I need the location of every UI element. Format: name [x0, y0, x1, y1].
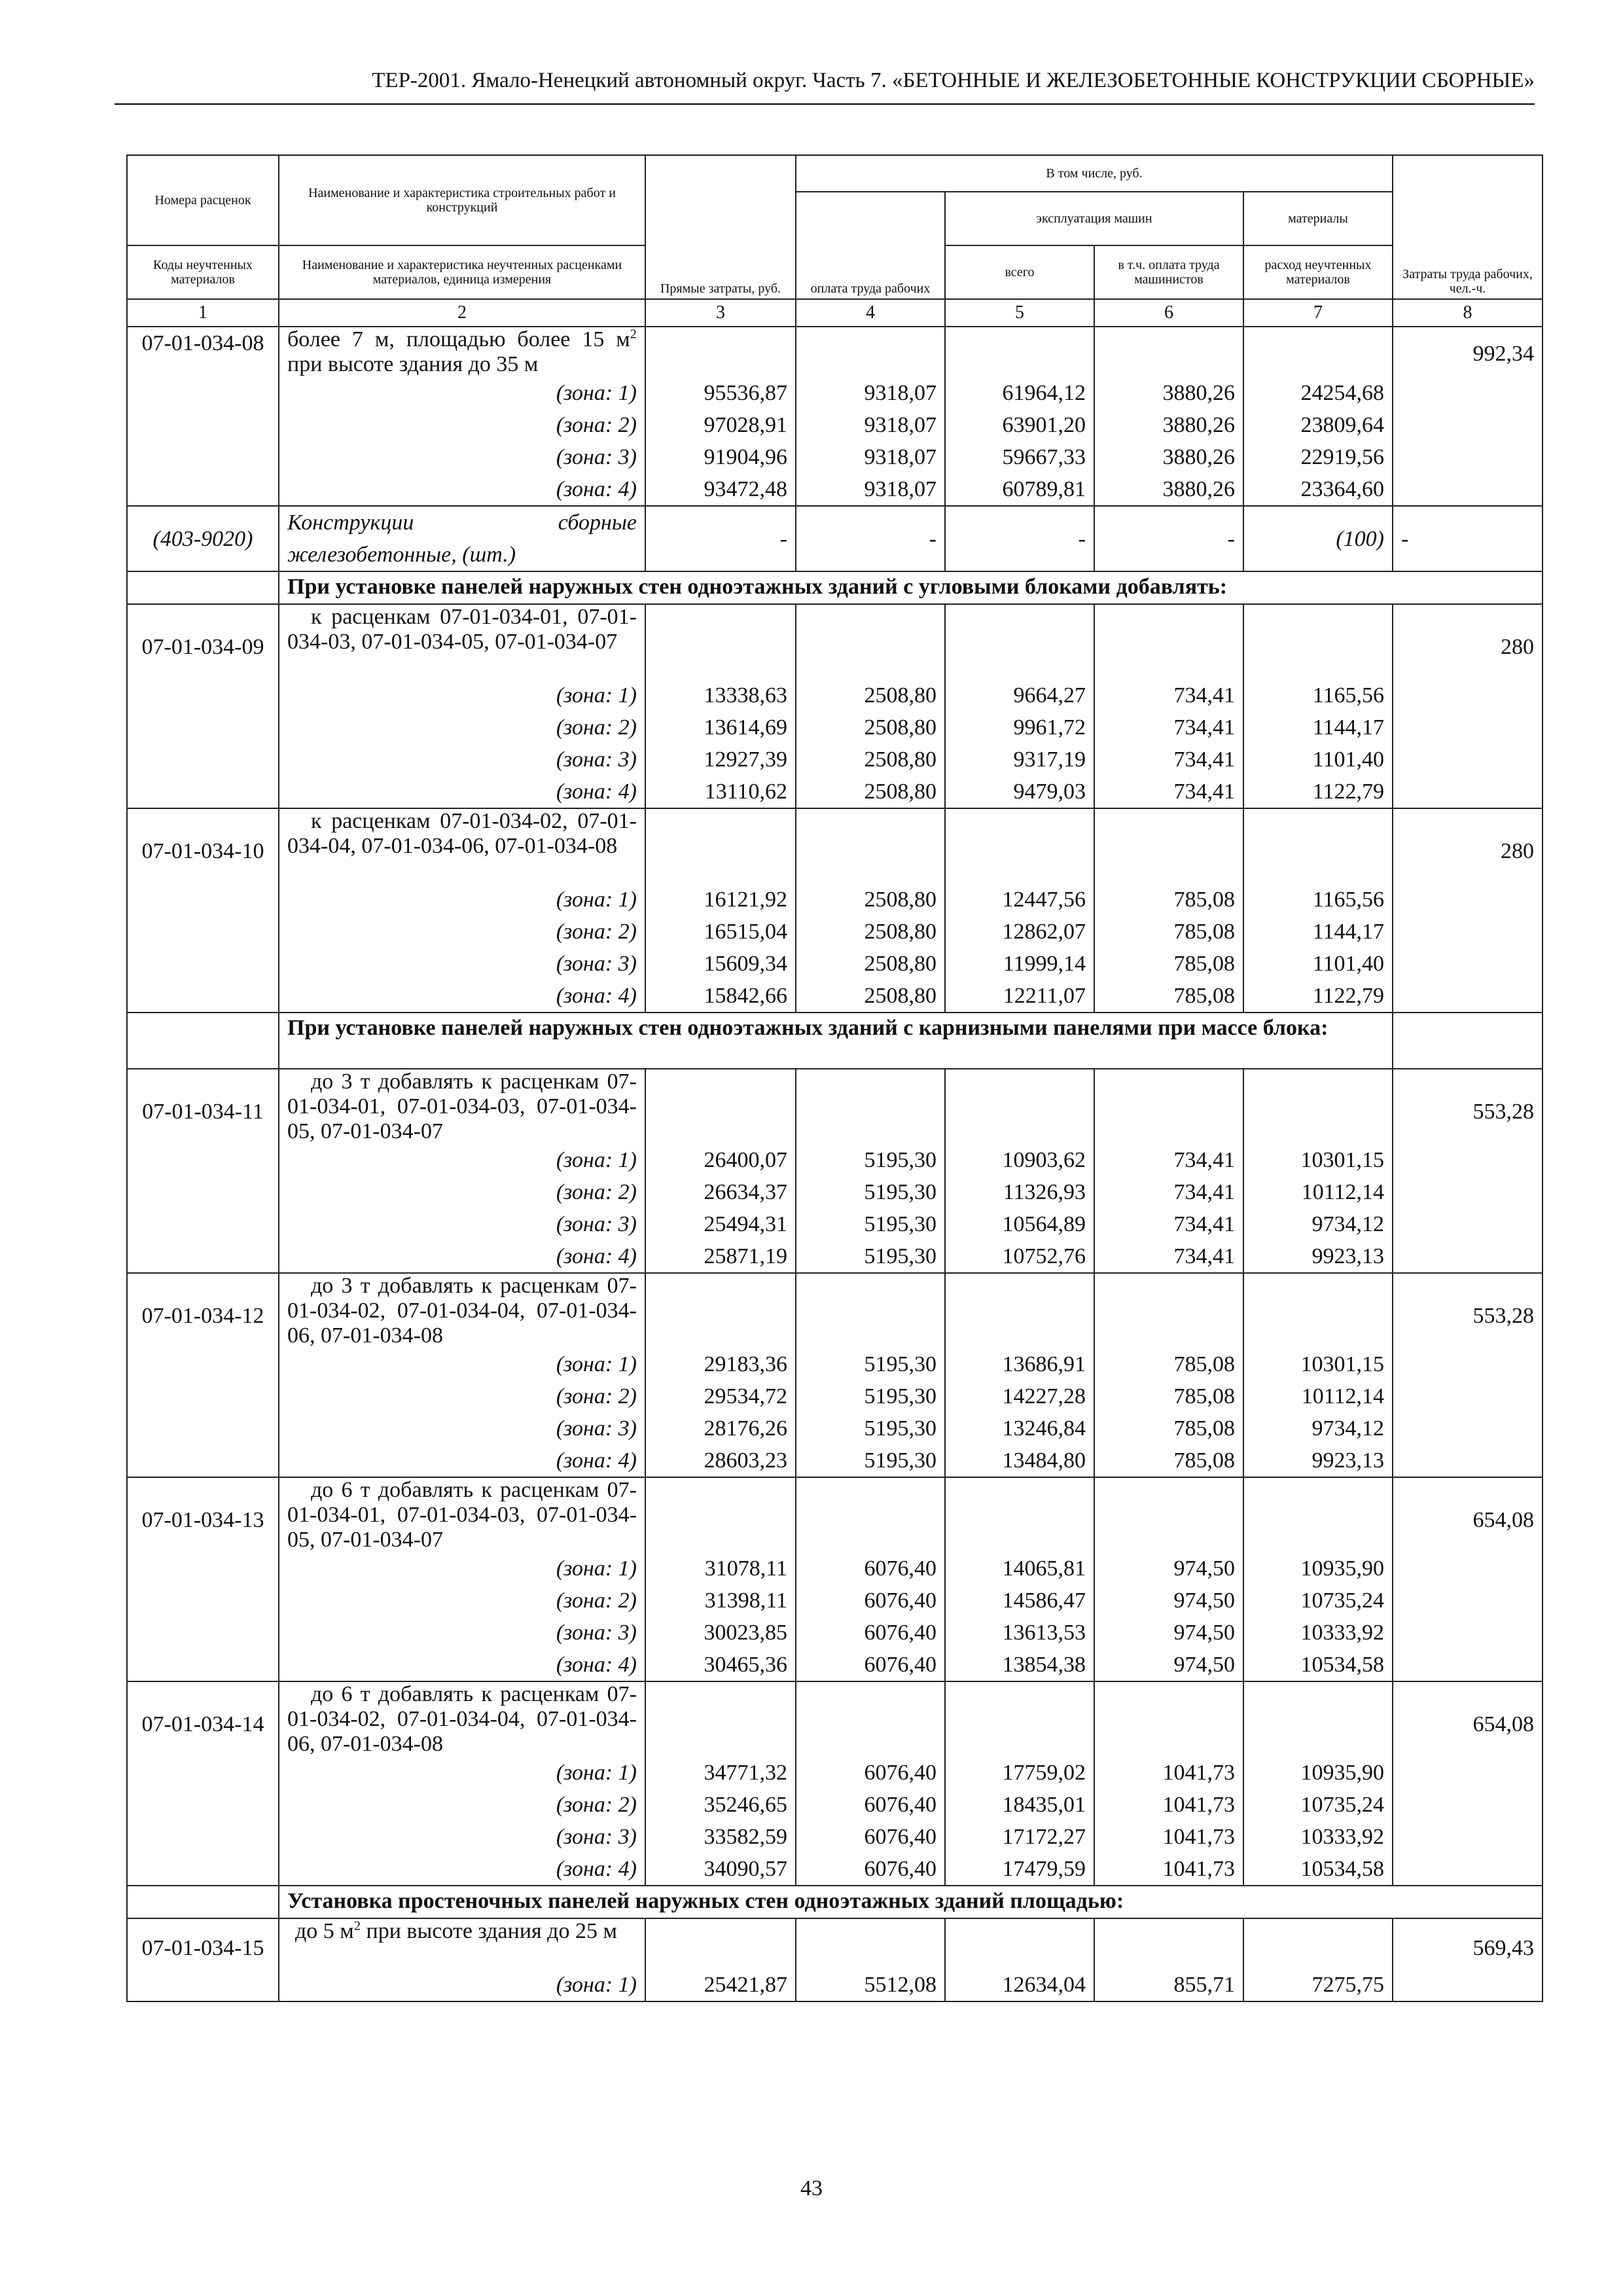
cost-value: 13614,69 — [704, 715, 787, 740]
cost-value: 10735,24 — [1300, 1588, 1384, 1613]
cost-value: 1041,73 — [1162, 1825, 1235, 1849]
cost-value: 13854,38 — [1002, 1653, 1086, 1677]
zone-label: (зона: 3) — [556, 952, 637, 976]
cost-value: 34090,57 — [704, 1857, 787, 1881]
cost-value: 1122,79 — [1312, 984, 1384, 1008]
cost-value: 6076,40 — [864, 1556, 936, 1581]
cost-value: 9734,12 — [1311, 1416, 1384, 1441]
cost-value: 18435,01 — [1002, 1793, 1086, 1817]
cost-value: 10564,89 — [1002, 1212, 1086, 1236]
cost-value: 17172,27 — [1002, 1825, 1086, 1849]
cost-value: 785,08 — [1173, 1352, 1235, 1376]
zone-label: (зона: 1) — [556, 1148, 637, 1172]
cost-value: 25871,19 — [704, 1244, 787, 1268]
material-row: (403-9020) Конструкции сборные железобетонные, (шт.) - - - - (100) - — [127, 506, 1543, 571]
table-row — [127, 1069, 1543, 1273]
cost-value: 10935,90 — [1300, 1556, 1384, 1581]
cost-value: 3880,26 — [1162, 477, 1235, 501]
cost-value: 12634,04 — [1002, 1973, 1086, 1997]
cost-value: 15842,66 — [704, 984, 787, 1008]
zone-label: (зона: 1) — [556, 1973, 637, 1997]
colnum: 8 — [1393, 299, 1543, 327]
rate-code: 07-01-034-09 — [127, 604, 279, 808]
cost-value: 26400,07 — [704, 1148, 787, 1172]
rates-table — [126, 154, 1543, 2002]
cost-value: 23364,60 — [1300, 477, 1384, 501]
cost-value: 31398,11 — [704, 1588, 787, 1613]
cost-value: 5512,08 — [864, 1973, 936, 1997]
zone-label: (зона: 2) — [556, 1588, 637, 1613]
rate-description: к расценкам 07-01-034-02, 07-01-034-04, 07-01-034-06, 07-01-034-08 — [287, 809, 637, 858]
colnum: 4 — [796, 299, 945, 327]
labor-value: 654,08 — [1393, 1477, 1543, 1681]
zone-label: (зона: 3) — [556, 1621, 637, 1645]
cost-value: 10301,15 — [1300, 1148, 1384, 1172]
cost-value: 2508,80 — [864, 984, 936, 1008]
cost-value: 6076,40 — [864, 1857, 936, 1881]
cost-value: 31078,11 — [704, 1556, 787, 1581]
cost-value: 9318,07 — [864, 413, 936, 437]
cost-value: 6076,40 — [864, 1621, 936, 1645]
cost-value: 5195,30 — [864, 1384, 936, 1408]
cost-value: 785,08 — [1173, 1448, 1235, 1473]
cost-value: 734,41 — [1173, 1244, 1235, 1268]
cost-value: 974,50 — [1173, 1621, 1235, 1645]
cost-value: 10534,58 — [1300, 1857, 1384, 1881]
cost-value: 14227,28 — [1002, 1384, 1086, 1408]
th-machines: эксплуатация машин — [945, 192, 1243, 245]
cost-value: 734,41 — [1173, 1180, 1235, 1204]
cost-value: 6076,40 — [864, 1761, 936, 1785]
cost-value: 734,41 — [1173, 1212, 1235, 1236]
cost-value: 23809,64 — [1300, 413, 1384, 437]
zone-label: (зона: 1) — [556, 1761, 637, 1785]
cost-value: 12927,39 — [704, 747, 787, 772]
rate-description: более 7 м, площадью более 15 $м^2$ при высоте здания до 35 м — [287, 327, 637, 376]
cost-value: 91904,96 — [704, 445, 787, 469]
cost-value: 35246,65 — [704, 1793, 787, 1817]
section-heading: При установке панелей наружных стен одноэтажных зданий с угловыми блоками добавлять: — [279, 571, 1543, 604]
cost-value: 2508,80 — [864, 780, 936, 804]
cost-value: 30023,85 — [704, 1621, 787, 1645]
cost-value: 2508,80 — [864, 888, 936, 912]
cost-value: 1041,73 — [1162, 1857, 1235, 1881]
cost-value: 5195,30 — [864, 1212, 936, 1236]
cost-value: 15609,34 — [704, 952, 787, 976]
table-row — [127, 1477, 1543, 1681]
section-heading: Установка простеночных панелей наружных стен одноэтажных зданий площадью: — [279, 1886, 1543, 1918]
cost-value: 1101,40 — [1312, 952, 1384, 976]
cost-value: 734,41 — [1173, 715, 1235, 740]
cost-value: 6076,40 — [864, 1793, 936, 1817]
zone-label: (зона: 3) — [556, 445, 637, 469]
cost-value: 9479,03 — [1013, 780, 1086, 804]
labor-value: 280 — [1393, 604, 1543, 808]
zone-label: (зона: 4) — [556, 1448, 637, 1473]
cost-value: 974,50 — [1173, 1653, 1235, 1677]
table-row — [127, 1681, 1543, 1886]
cost-value: 33582,59 — [704, 1825, 787, 1849]
cost-value: 785,08 — [1173, 888, 1235, 912]
cost-value: 13246,84 — [1002, 1416, 1086, 1441]
cost-value: 785,08 — [1173, 920, 1235, 944]
cost-value: 10112,14 — [1301, 1384, 1384, 1408]
cost-value: 2508,80 — [864, 715, 936, 740]
page-number: 43 — [800, 2176, 823, 2200]
cost-value: 14586,47 — [1002, 1588, 1086, 1613]
labor-value: 569,43 — [1393, 1918, 1543, 2001]
cost-value: 5195,30 — [864, 1448, 936, 1473]
cost-value: 9318,07 — [864, 381, 936, 405]
zone-label: (зона: 1) — [556, 683, 637, 708]
table-row — [127, 327, 1543, 506]
cost-value: 9664,27 — [1013, 683, 1086, 708]
cost-value: 1101,40 — [1312, 747, 1384, 772]
cost-value: 59667,33 — [1002, 445, 1086, 469]
colnum: 3 — [645, 299, 796, 327]
rate-code: 07-01-034-10 — [127, 808, 279, 1013]
cost-value: 785,08 — [1173, 1384, 1235, 1408]
th-unaccounted-codes: Коды неучтенных материалов — [127, 245, 279, 299]
colnum: 5 — [945, 299, 1094, 327]
cost-value: 6076,40 — [864, 1825, 936, 1849]
cost-value: 25421,87 — [704, 1973, 787, 1997]
cost-value: 61964,12 — [1002, 381, 1086, 405]
cost-value: 1144,17 — [1312, 920, 1384, 944]
table-row — [127, 1918, 1543, 2001]
cost-value: 10903,62 — [1002, 1148, 1086, 1172]
cost-value: 10534,58 — [1300, 1653, 1384, 1677]
th-work-name: Наименование и характеристика строительных работ и конструкций — [279, 155, 645, 245]
cost-value: 12862,07 — [1002, 920, 1086, 944]
cost-value: 13110,62 — [704, 780, 787, 804]
colnum: 7 — [1243, 299, 1393, 327]
cost-value: 13613,53 — [1002, 1621, 1086, 1645]
cost-value: 2508,80 — [864, 683, 936, 708]
cost-value: 28176,26 — [704, 1416, 787, 1441]
cost-value: 9734,12 — [1311, 1212, 1384, 1236]
table-row — [127, 1273, 1543, 1477]
th-operator-pay: в т.ч. оплата труда машинистов — [1094, 245, 1243, 299]
rate-description: до 6 т добавлять к расценкам 07-01-034-01, 07-01-034-03, 07-01-034-05, 07-01-034-07 — [287, 1478, 637, 1552]
cost-value: 3880,26 — [1162, 445, 1235, 469]
cost-value: 29534,72 — [704, 1384, 787, 1408]
cost-value: 10112,14 — [1301, 1180, 1384, 1204]
cost-value: 13686,91 — [1002, 1352, 1086, 1376]
labor-value: 280 — [1393, 808, 1543, 1013]
cost-value: 1122,79 — [1312, 780, 1384, 804]
zone-label: (зона: 4) — [556, 780, 637, 804]
cost-value: 63901,20 — [1002, 413, 1086, 437]
cost-value: 5195,30 — [864, 1244, 936, 1268]
cost-value: 9923,13 — [1311, 1244, 1384, 1268]
zone-label: (зона: 1) — [556, 381, 637, 405]
labor-value: 654,08 — [1393, 1681, 1543, 1886]
cost-value: 13338,63 — [704, 683, 787, 708]
th-labor-hours: Затраты труда рабочих, чел.-ч. — [1393, 155, 1543, 299]
cost-value: 1144,17 — [1312, 715, 1384, 740]
cost-value: 10735,24 — [1300, 1793, 1384, 1817]
cost-value: 10301,15 — [1300, 1352, 1384, 1376]
th-materials: материалы — [1243, 192, 1393, 245]
cost-value: 9923,13 — [1311, 1448, 1384, 1473]
cost-value: 60789,81 — [1002, 477, 1086, 501]
header-rule — [115, 103, 1535, 105]
cost-value: 10935,90 — [1300, 1761, 1384, 1785]
zone-label: (зона: 3) — [556, 1825, 637, 1849]
rate-code: 07-01-034-13 — [127, 1477, 279, 1681]
colnum: 2 — [279, 299, 645, 327]
rate-description: к расценкам 07-01-034-01, 07-01-034-03, 07-01-034-05, 07-01-034-07 — [287, 605, 637, 654]
labor-value: 553,28 — [1393, 1069, 1543, 1273]
cost-value: 97028,91 — [704, 413, 787, 437]
cost-value: 9318,07 — [864, 445, 936, 469]
labor-value: 553,28 — [1393, 1273, 1543, 1477]
colnum: 6 — [1094, 299, 1243, 327]
zone-label: (зона: 2) — [556, 1793, 637, 1817]
zone-label: (зона: 4) — [556, 1244, 637, 1268]
zone-label: (зона: 2) — [556, 1384, 637, 1408]
table-row — [127, 604, 1543, 808]
cost-value: 1041,73 — [1162, 1761, 1235, 1785]
cost-value: 6076,40 — [864, 1653, 936, 1677]
cost-value: 5195,30 — [864, 1352, 936, 1376]
cost-value: 974,50 — [1173, 1588, 1235, 1613]
cost-value: 95536,87 — [704, 381, 787, 405]
cost-value: 855,71 — [1173, 1973, 1235, 1997]
cost-value: 9317,19 — [1013, 747, 1086, 772]
zone-label: (зона: 2) — [556, 413, 637, 437]
colnum: 1 — [127, 299, 279, 327]
rate-description: до 5 $м^2$ при высоте здания до 25 м — [295, 1918, 617, 1943]
zone-label: (зона: 3) — [556, 747, 637, 772]
cost-value: 34771,32 — [704, 1761, 787, 1785]
cost-value: 9318,07 — [864, 477, 936, 501]
zone-label: (зона: 1) — [556, 888, 637, 912]
cost-value: 5195,30 — [864, 1180, 936, 1204]
material-code: (403-9020) — [127, 506, 279, 571]
cost-value: 734,41 — [1173, 780, 1235, 804]
cost-value: 12211,07 — [1003, 984, 1086, 1008]
zone-label: (зона: 2) — [556, 1180, 637, 1204]
cost-value: 1165,56 — [1312, 888, 1384, 912]
cost-value: 26634,37 — [704, 1180, 787, 1204]
rate-description: до 3 т добавлять к расценкам 07-01-034-02, 07-01-034-04, 07-01-034-06, 07-01-034-08 — [287, 1274, 637, 1348]
cost-value: 17479,59 — [1002, 1857, 1086, 1881]
zone-label: (зона: 4) — [556, 477, 637, 501]
cost-value: 10752,76 — [1002, 1244, 1086, 1268]
rate-code: 07-01-034-14 — [127, 1681, 279, 1886]
cost-value: 785,08 — [1173, 984, 1235, 1008]
zone-label: (зона: 3) — [556, 1416, 637, 1441]
cost-value: 25494,31 — [704, 1212, 787, 1236]
cost-value: 2508,80 — [864, 920, 936, 944]
rate-description: до 6 т добавлять к расценкам 07-01-034-02, 07-01-034-04, 07-01-034-06, 07-01-034-08 — [287, 1682, 637, 1756]
material-description: Конструкции сборные железобетонные, (шт.) — [279, 506, 645, 571]
cost-value: 734,41 — [1173, 747, 1235, 772]
rate-description: до 3 т добавлять к расценкам 07-01-034-01, 07-01-034-03, 07-01-034-05, 07-01-034-07 — [287, 1069, 637, 1143]
zone-label: (зона: 4) — [556, 1653, 637, 1677]
cost-value: 785,08 — [1173, 1416, 1235, 1441]
zone-label: (зона: 4) — [556, 984, 637, 1008]
section-heading: При установке панелей наружных стен одноэтажных зданий с карнизными панелями при массе блока: — [279, 1013, 1393, 1069]
cost-value: 16515,04 — [704, 920, 787, 944]
th-machines-total: всего — [945, 245, 1094, 299]
cost-value: 974,50 — [1173, 1556, 1235, 1581]
cost-value: 10333,92 — [1300, 1825, 1384, 1849]
cost-value: 10333,92 — [1300, 1621, 1384, 1645]
cost-value: 24254,68 — [1300, 381, 1384, 405]
cost-value: 3880,26 — [1162, 413, 1235, 437]
zone-label: (зона: 1) — [556, 1352, 637, 1376]
cost-value: 6076,40 — [864, 1588, 936, 1613]
cost-value: 17759,02 — [1002, 1761, 1086, 1785]
cost-value: 13484,80 — [1002, 1448, 1086, 1473]
cost-value: 11999,14 — [1003, 952, 1086, 976]
labor-value: 992,34 — [1393, 327, 1543, 506]
cost-value: 93472,48 — [704, 477, 787, 501]
table-row — [127, 808, 1543, 1013]
cost-value: 1041,73 — [1162, 1793, 1235, 1817]
zone-label: (зона: 3) — [556, 1212, 637, 1236]
cost-value: 5195,30 — [864, 1148, 936, 1172]
cost-value: 29183,36 — [704, 1352, 787, 1376]
th-rate-number: Номера расценок — [127, 155, 279, 245]
cost-value: 9961,72 — [1013, 715, 1086, 740]
cost-value: 12447,56 — [1002, 888, 1086, 912]
cost-value: 734,41 — [1173, 1148, 1235, 1172]
cost-value: 28603,23 — [704, 1448, 787, 1473]
cost-value: 2508,80 — [864, 952, 936, 976]
th-direct-costs: Прямые затраты, руб. — [645, 155, 796, 299]
cost-value: 2508,80 — [864, 747, 936, 772]
rate-code: 07-01-034-11 — [127, 1069, 279, 1273]
cost-value: 5195,30 — [864, 1416, 936, 1441]
rate-code: 07-01-034-15 — [127, 1918, 279, 2001]
rate-code: 07-01-034-08 — [127, 327, 279, 506]
cost-value: 14065,81 — [1002, 1556, 1086, 1581]
rate-code: 07-01-034-12 — [127, 1273, 279, 1477]
cost-value: 22919,56 — [1300, 445, 1384, 469]
cost-value: 30465,36 — [704, 1653, 787, 1677]
running-header: ТЕР-2001. Ямало-Ненецкий автономный округ. Часть 7. «БЕТОННЫЕ И ЖЕЛЕЗОБЕТОННЫЕ КОНСТРУКЦИИ СБОРНЫЕ» — [372, 69, 1535, 92]
cost-value: 785,08 — [1173, 952, 1235, 976]
th-worker-pay: оплата труда рабочих — [796, 192, 945, 299]
th-unaccounted-names: Наименование и характеристика неучтенных расценками материалов, единица измерения — [279, 245, 645, 299]
th-including: В том числе, руб. — [796, 155, 1393, 192]
zone-label: (зона: 1) — [556, 1556, 637, 1581]
zone-label: (зона: 2) — [556, 715, 637, 740]
cost-value: 3880,26 — [1162, 381, 1235, 405]
cost-value: 1165,56 — [1312, 683, 1384, 708]
zone-label: (зона: 4) — [556, 1857, 637, 1881]
th-materials-consumption: расход неучтенных материалов — [1243, 245, 1393, 299]
zone-label: (зона: 2) — [556, 920, 637, 944]
cost-value: 7275,75 — [1311, 1973, 1384, 1997]
cost-value: 11326,93 — [1003, 1180, 1086, 1204]
cost-value: 16121,92 — [704, 888, 787, 912]
cost-value: 734,41 — [1173, 683, 1235, 708]
